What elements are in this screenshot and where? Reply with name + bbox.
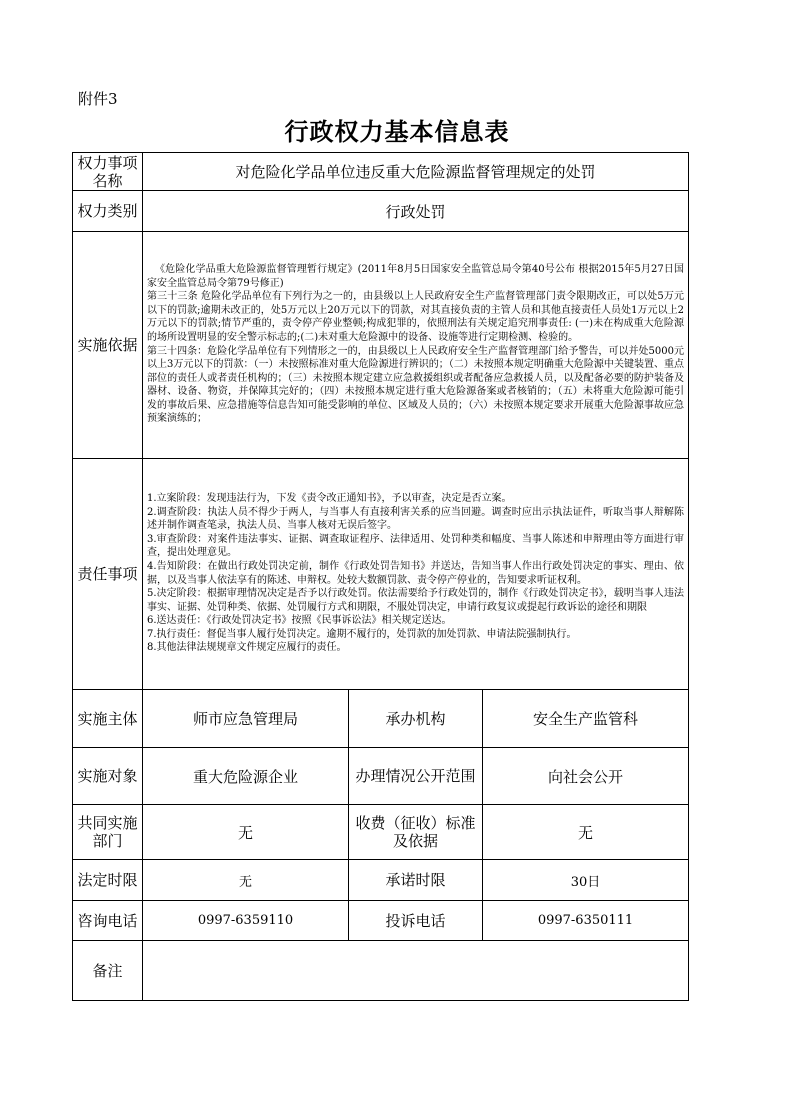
disclosure-scope-label: 办理情况公开范围 (349, 748, 483, 805)
power-info-table (72, 152, 689, 1001)
basis-label: 实施依据 (73, 232, 143, 459)
power-type-label: 权力类别 (73, 191, 143, 232)
duties-content (143, 459, 689, 690)
table-row (73, 232, 689, 459)
duty-item: 1.立案阶段：发现违法行为，下发《责令改正通知书》，予以审查，决定是否立案。 (147, 492, 512, 504)
table-row (73, 860, 689, 901)
table-row (73, 805, 689, 860)
subject-label: 实施主体 (73, 690, 143, 748)
basis-paragraph: 《危险化学品重大危险源监督管理暂行规定》(2011年8月5日国家安全监管总局令第40号公布 根据2015年5月27日国家安全监管总局令第79号修正) (147, 263, 685, 289)
legal-time-value: 无 (143, 860, 349, 901)
duty-item: 8.其他法律法规规章文件规定应履行的责任。 (147, 642, 347, 654)
promise-time-value: 30日 (483, 860, 689, 901)
duty-item: 4.告知阶段：在做出行政处罚决定前，制作《行政处罚告知书》并送达，告知当事人作出行政处罚决定的事实、理由、依据，以及当事人依法享有的陈述、申辩权。处较大数额罚款、责令停产停业的，告知要求听证权利。 (147, 560, 685, 586)
fee-basis-label: 收费（征收）标准及依据 (349, 805, 483, 860)
power-name-label: 权力事项名称 (73, 153, 143, 191)
joint-dept-value: 无 (143, 805, 349, 860)
basis-paragraph: 第三十三条 危险化学品单位有下列行为之一的，由县级以上人民政府安全生产监督管理部门责令限期改正，可以处5万元以下的罚款;逾期未改正的，处5万元以上20万元以下的罚款，对其直接负责的主管人员和其他直接责任人员处1万元以上2万元以下的罚款;情节严重的，责令停产停业整顿;构成犯罪的，依照刑法有关规定追究刑事责任: (一)未在构成重大危险源的场所设置明显的安全警示标志的;(二)未对重大危险源中的设备、设施等进行定期检测、检验的。 (147, 291, 685, 343)
basis-content (143, 232, 689, 459)
complaint-phone-value: 0997-6350111 (483, 901, 689, 941)
complaint-phone-label: 投诉电话 (349, 901, 483, 941)
promise-time-label: 承诺时限 (349, 860, 483, 901)
power-type-value: 行政处罚 (143, 191, 689, 232)
duty-item: 7.执行责任：督促当事人履行处罚决定。逾期不履行的，处罚款的加处罚款、申请法院强制执行。 (147, 628, 577, 640)
remarks-label: 备注 (73, 941, 143, 1001)
consult-phone-value: 0997-6359110 (143, 901, 349, 941)
table-row (73, 901, 689, 941)
duties-label: 责任事项 (73, 459, 143, 690)
joint-dept-label: 共同实施部门 (73, 805, 143, 860)
subject-value: 师市应急管理局 (143, 690, 349, 748)
table-row (73, 690, 689, 748)
duty-item: 6.送达责任：《行政处罚决定书》按照《民事诉讼法》相关规定送达。 (147, 615, 452, 627)
attachment-number: 附件3 (78, 90, 118, 108)
table-row (73, 191, 689, 232)
legal-time-label: 法定时限 (73, 860, 143, 901)
table-row (73, 941, 689, 1001)
organizer-label: 承办机构 (349, 690, 483, 748)
basis-paragraph: 第三十四条：危险化学品单位有下列情形之一的，由县级以上人民政府安全生产监督管理部门给予警告，可以并处5000元以上3万元以下的罚款：（一）未按照标准对重大危险源进行辨识的；（二）未按照本规定明确重大危险源中关键装置、重点部位的责任人或者责任机构的；（三）未按照本规定建立应急救援组织或者配备应急救援人员，以及配备必要的防护装备及器材、设备、物资，并保障其完好的；（四）未按照本规定进行重大危险源备案或者核销的；（五）未将重大危险源可能引发的事故后果、应急措施等信息告知可能受影响的单位、区域及人员的；（六）未按照本规定要求开展重大危险源事故应急预案演练的； (147, 345, 685, 425)
remarks-value (143, 941, 689, 1001)
fee-basis-value: 无 (483, 805, 689, 860)
consult-phone-label: 咨询电话 (73, 901, 143, 941)
duty-item: 2.调查阶段：执法人员不得少于两人，与当事人有直接利害关系的应当回避。调查时应出示执法证件，听取当事人辩解陈述并制作调查笔录，执法人员、当事人核对无误后签字。 (147, 506, 685, 532)
table-row (73, 153, 689, 191)
power-name-value: 对危险化学品单位违反重大危险源监督管理规定的处罚 (143, 153, 689, 191)
table-row (73, 459, 689, 690)
object-label: 实施对象 (73, 748, 143, 805)
duty-item: 3.审查阶段：对案件违法事实、证据、调查取证程序、法律适用、处罚种类和幅度、当事人陈述和申辩理由等方面进行审查，提出处理意见。 (147, 533, 685, 559)
object-value: 重大危险源企业 (143, 748, 349, 805)
page-title: 行政权力基本信息表 (284, 117, 510, 146)
organizer-value: 安全生产监管科 (483, 690, 689, 748)
table-row (73, 748, 689, 805)
disclosure-scope-value: 向社会公开 (483, 748, 689, 805)
duty-item: 5.决定阶段：根据审理情况决定是否予以行政处罚。依法需要给予行政处罚的，制作《行政处罚决定书》，载明当事人违法事实、证据、处罚种类、依据、处罚履行方式和期限，不服处罚决定，申请行政复议或提起行政诉讼的途径和期限 (147, 588, 685, 613)
